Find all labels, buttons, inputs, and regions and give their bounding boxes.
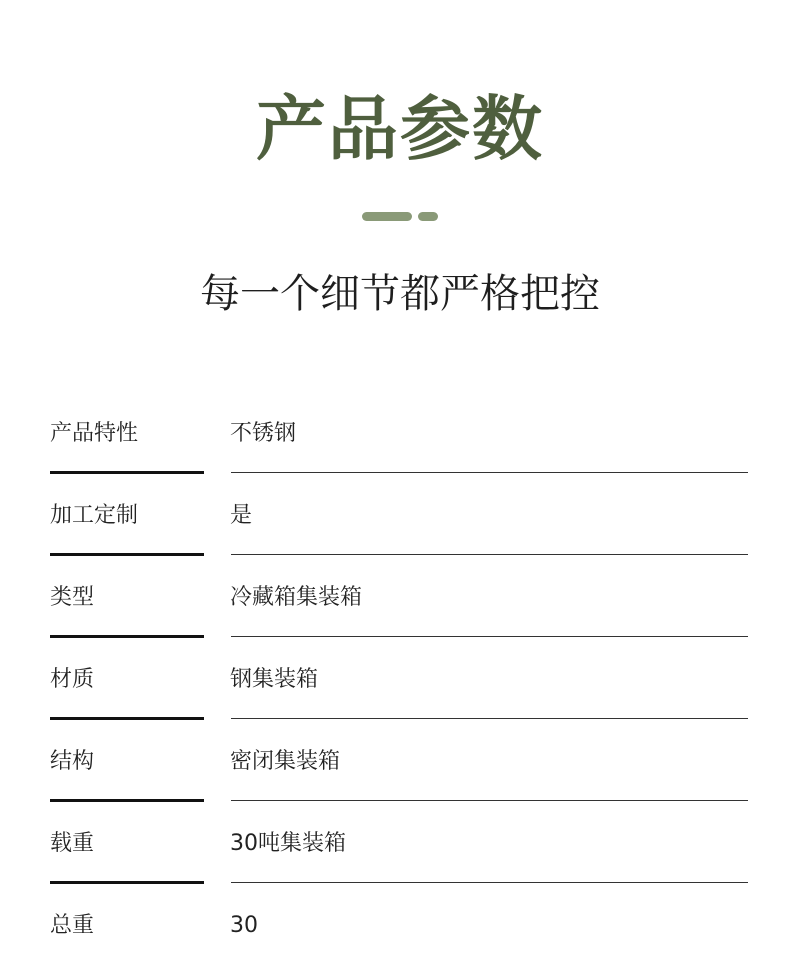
spec-value: 钢集装箱 (230, 667, 319, 692)
spec-label: 加工定制 (50, 503, 139, 528)
spec-row (0, 474, 800, 556)
spec-label: 材质 (50, 667, 95, 692)
value-underline (231, 636, 748, 637)
page-title: 产品参数 (256, 88, 544, 170)
spec-value: 30吨集装箱 (230, 831, 346, 856)
spec-label: 总重 (50, 913, 95, 938)
spec-value: 不锈钢 (230, 421, 297, 446)
value-underline (231, 472, 748, 473)
title-divider (362, 212, 438, 221)
spec-value: 冷藏箱集装箱 (230, 585, 363, 610)
spec-label: 产品特性 (50, 421, 139, 446)
spec-row (0, 884, 800, 966)
spec-row (0, 392, 800, 474)
spec-value: 密闭集装箱 (230, 749, 341, 774)
spec-row (0, 802, 800, 884)
spec-row (0, 556, 800, 638)
spec-value: 30 (230, 913, 258, 938)
spec-table (0, 392, 800, 966)
spec-label: 结构 (50, 749, 95, 774)
value-underline (231, 554, 748, 555)
value-underline (231, 718, 748, 719)
page-subtitle: 每一个细节都严格把控 (200, 271, 600, 317)
spec-row (0, 638, 800, 720)
spec-value: 是 (230, 503, 253, 528)
value-underline (231, 882, 748, 883)
spec-label: 载重 (50, 831, 95, 856)
divider-bar-long (362, 212, 412, 221)
spec-label: 类型 (50, 585, 95, 610)
divider-bar-short (418, 212, 438, 221)
value-underline (231, 800, 748, 801)
spec-row (0, 720, 800, 802)
